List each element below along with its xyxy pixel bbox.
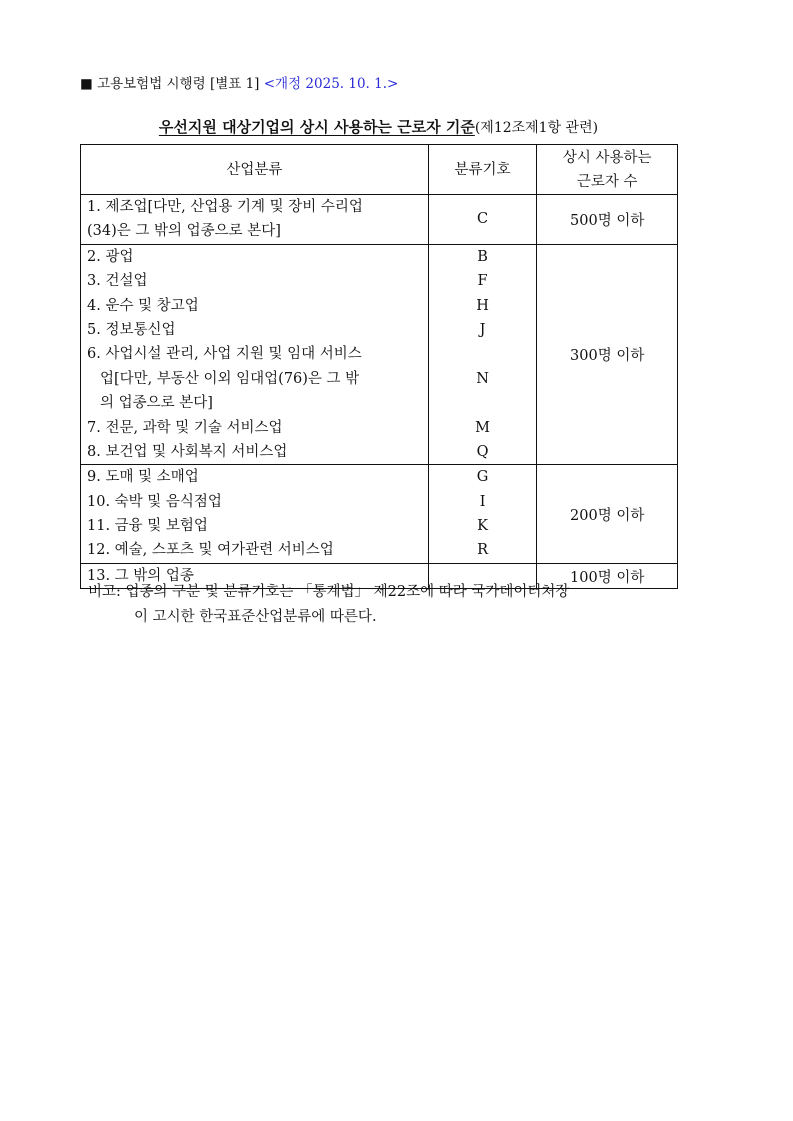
code-line-empty <box>429 342 537 366</box>
worker-count-cell: 200명 이하 <box>537 465 678 564</box>
industry-line: 2. 광업 <box>87 248 134 265</box>
code-line: G <box>476 469 489 486</box>
code-line: R <box>477 542 489 559</box>
worker-count-cell: 100명 이하 <box>537 563 678 588</box>
note-line: 비고: 업종의 구분 및 분류기호는 「통계법」 제22조에 따라 국가데이터처장 <box>88 584 570 600</box>
industry-line: 7. 전문, 과학 및 기술 서비스업 <box>87 419 283 436</box>
industry-line: 업[다만, 부동산 이외 임대업(76)은 그 밖 <box>100 370 360 387</box>
industry-line: 8. 보건업 및 사회복지 서비스업 <box>87 443 288 460</box>
title-main: 우선지원 대상기업의 상시 사용하는 근로자 기준 <box>158 118 475 136</box>
code-cell <box>428 465 537 564</box>
header-code: 분류기호 <box>428 145 537 195</box>
industry-line: (34)은 그 밖의 업종으로 본다] <box>87 223 281 240</box>
industry-line: 1. 제조업[다만, 산업용 기계 및 장비 수리업 <box>87 199 363 215</box>
code-line: N <box>476 370 489 387</box>
table-row-group-2 <box>81 244 678 465</box>
header-workers <box>537 145 678 195</box>
code-line: M <box>475 419 490 436</box>
industry-line: 12. 예술, 스포츠 및 여가관련 서비스업 <box>87 542 334 559</box>
code-line-empty <box>429 391 537 415</box>
code-line: H <box>476 297 489 314</box>
page-title <box>80 116 677 137</box>
code-line: J <box>479 321 486 338</box>
worker-count-cell: 300명 이하 <box>537 244 678 465</box>
table-header-row <box>81 145 678 195</box>
header-industry: 산업분류 <box>81 145 429 195</box>
code-line: Q <box>476 443 489 460</box>
industry-line: 10. 숙박 및 음식점업 <box>87 493 222 510</box>
table-row-group-3 <box>81 465 678 564</box>
document-header <box>80 72 398 92</box>
header-workers-line1: 상시 사용하는 <box>562 149 652 166</box>
note-line: 이 고시한 한국표준산업분류에 따른다. <box>134 608 377 625</box>
law-reference: ■ 고용보험법 시행령 [별표 1] <box>80 76 260 92</box>
header-workers-line2: 근로자 수 <box>576 173 638 190</box>
industry-cell <box>81 244 429 465</box>
code-cell <box>428 244 537 465</box>
industry-line: 4. 운수 및 창고업 <box>87 297 199 314</box>
industry-line: 11. 금융 및 보험업 <box>87 518 208 535</box>
industry-line: 의 업종으로 본다] <box>100 395 213 412</box>
worker-count-cell: 500명 이하 <box>537 195 678 245</box>
amendment-date: <개정 2025. 10. 1.> <box>263 76 399 92</box>
industry-cell <box>81 195 429 245</box>
code-line: I <box>479 493 486 510</box>
criteria-table <box>80 144 678 589</box>
title-reference: (제12조제1항 관련) <box>474 120 599 136</box>
code-line: B <box>477 248 488 265</box>
code-line: K <box>477 518 488 535</box>
table-row-group-1 <box>81 195 678 245</box>
industry-line: 6. 사업시설 관리, 사업 지원 및 임대 서비스 <box>87 346 362 363</box>
remarks-note <box>88 580 683 629</box>
industry-cell <box>81 465 429 564</box>
industry-line: 9. 도매 및 소매업 <box>87 469 199 486</box>
industry-line: 13. 그 밖의 업종 <box>87 567 194 584</box>
code-cell: C <box>428 195 537 245</box>
industry-line: 3. 건설업 <box>87 273 148 290</box>
code-line: F <box>477 273 488 290</box>
industry-line: 5. 정보통신업 <box>87 321 176 338</box>
